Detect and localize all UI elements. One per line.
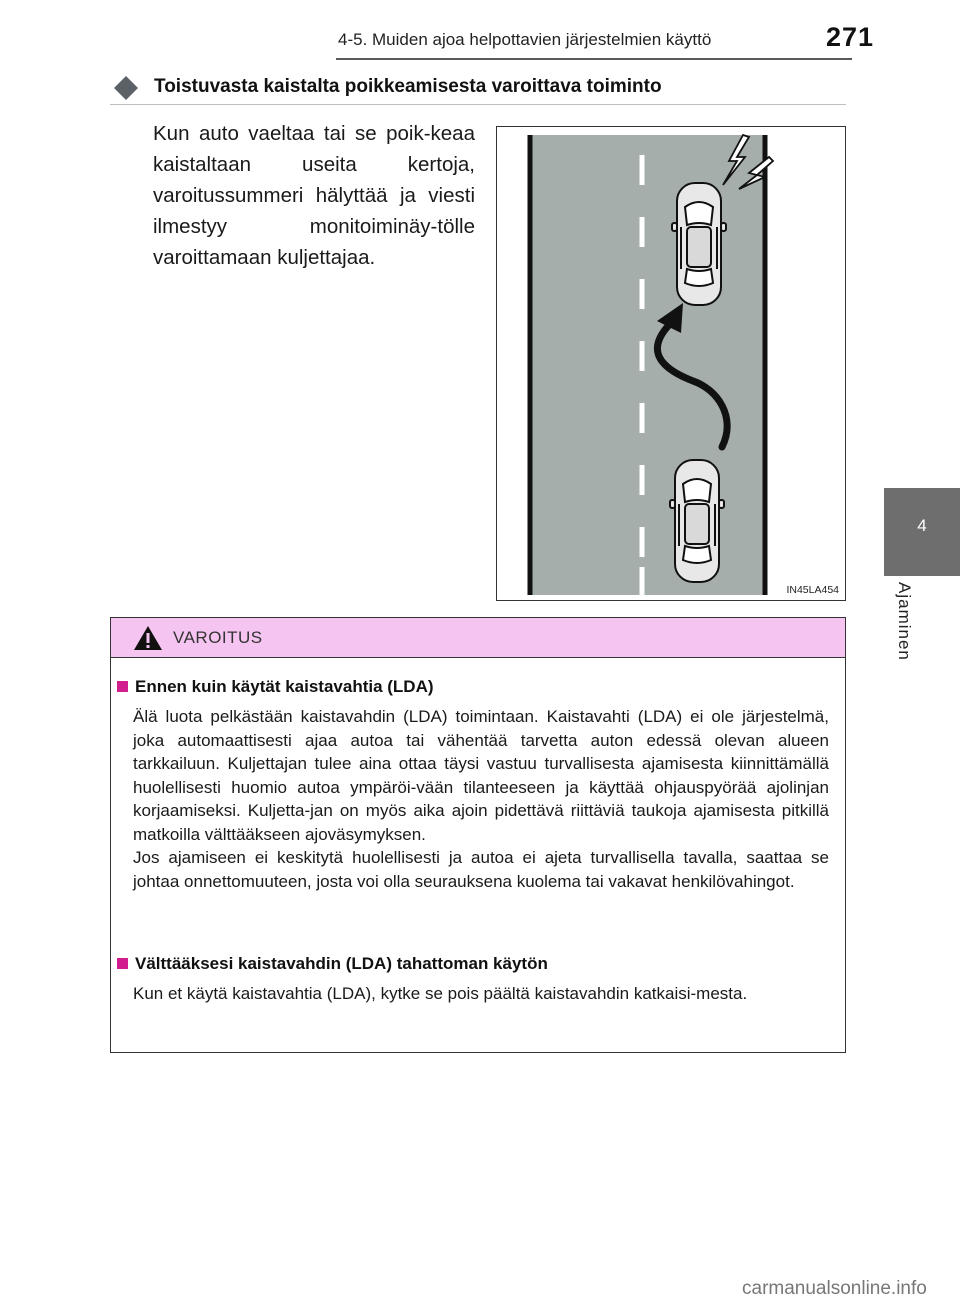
diamond-bullet-icon: [114, 76, 138, 100]
chapter-title: Ajaminen: [895, 582, 914, 661]
square-bullet-icon: [117, 958, 128, 969]
warning-triangle-icon: [133, 625, 163, 651]
chapter-number: 4: [917, 516, 927, 535]
warning-item-body: [133, 705, 829, 893]
warning-item-heading-text: Ennen kuin käytät kaistavahtia (LDA): [135, 677, 434, 696]
running-header: 4-5. Muiden ajoa helpottavien järjestelmien käyttö: [338, 30, 712, 49]
warning-item-heading: [117, 677, 434, 697]
warning-box: [110, 617, 846, 1053]
watermark-link[interactable]: carmanualsonline.info: [742, 1278, 927, 1299]
warning-paragraph: Älä luota pelkästään kaistavahdin (LDA) toimintaan. Kaistavahti (LDA) ei ole järjestelmä, joka automaattisesti ajaa autoa tai vähentää tarvetta auton edessä olevan alueen tarkkailuun. Kuljettajan tulee aina ottaa täysi vastuu turvallisesta ajamisesta kiinnittämällä huolellisesti huomio autoa ympäröi-vään tilanteeseen ja käyttää ohjauspyörää ajolinjan korjaamiseksi. Kuljetta-jan on myös aika ajoin pidettävä riittäviä taukoja ajamisesta pitkillä matkoilla välttääkseen ajoväsymyksen.: [133, 707, 829, 844]
header-divider: [336, 58, 852, 60]
warning-item-body: [133, 982, 829, 1006]
road-surface: [530, 135, 765, 595]
figure-code: IN45LA454: [786, 584, 839, 596]
car-upper: [672, 183, 726, 305]
square-bullet-icon: [117, 681, 128, 692]
warning-header: [111, 618, 845, 658]
warning-paragraph: Jos ajamiseen ei keskitytä huolellisesti ja autoa ei ajeta turvallisella tavalla, saattaa se johtaa onnettomuuteen, josta voi olla seurauksena kuolema tai vakavat henkilövahingot.: [133, 848, 829, 891]
warning-item-heading: [117, 954, 548, 974]
warning-item-heading-text: Välttääksesi kaistavahdin (LDA) tahattoman käytön: [135, 954, 548, 973]
lane-departure-illustration: [496, 126, 846, 601]
section-title: Toistuvasta kaistalta poikkeamisesta varoittava toiminto: [154, 76, 662, 97]
page-number: 271: [826, 22, 875, 52]
car-lower: [670, 460, 724, 582]
intro-paragraph: Kun auto vaeltaa tai se poik-keaa kaistaltaan useita kertoja, varoitussummeri hälyttää ja viesti ilmestyy monitoiminäy-tölle varoittamaan kuljettajaa.: [153, 122, 475, 269]
illustration-drawing: [497, 127, 846, 601]
warning-title: VAROITUS: [173, 628, 263, 647]
section-heading: [110, 74, 846, 105]
warning-paragraph: Kun et käytä kaistavahtia (LDA), kytke se pois päältä kaistavahdin katkaisi-mesta.: [133, 984, 748, 1003]
